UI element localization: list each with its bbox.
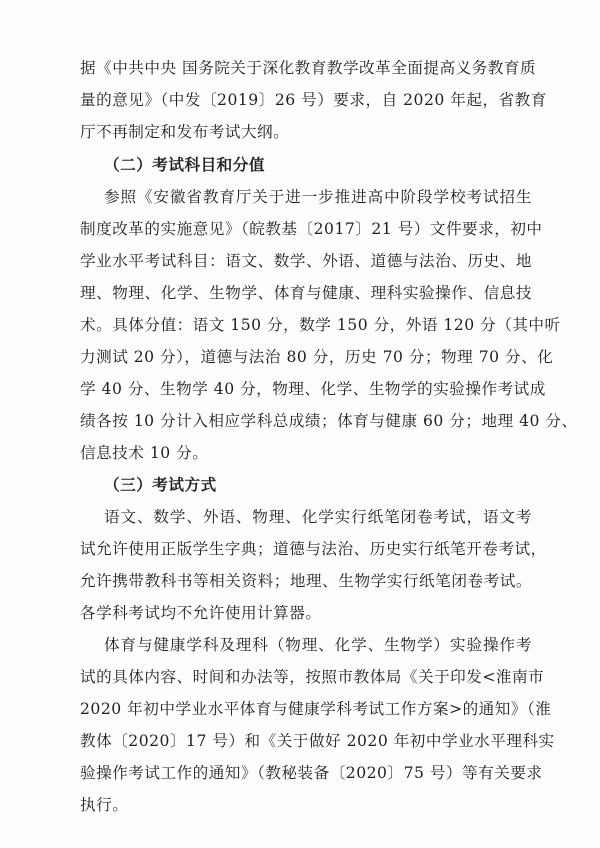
paragraph-2-line-2: 制度改革的实施意见》（皖教基〔2017〕21 号）文件要求，初中 bbox=[80, 220, 543, 238]
paragraph-2-line-5: 术。具体分值：语文 150 分，数学 150 分，外语 120 分（其中听 bbox=[80, 316, 561, 334]
paragraph-3-line-4: 各学科考试均不允许使用计算器。 bbox=[80, 604, 322, 622]
paragraph-1-line-1: 据《中共中央 国务院关于深化教育教学改革全面提高义务教育质 bbox=[80, 59, 537, 77]
paragraph-3-line-1: 语文、数学、外语、物理、化学实行纸笔闭卷考试，语文考 bbox=[104, 508, 532, 526]
paragraph-1-line-3: 厅不再制定和发布考试大纲。 bbox=[80, 123, 290, 141]
paragraph-4-line-3: 2020 年初中学业水平体育与健康学科考试工作方案>的通知》（淮 bbox=[80, 700, 552, 718]
paragraph-2-line-9: 信息技术 10 分。 bbox=[80, 444, 209, 462]
section-heading-2: （二）考试科目和分值 bbox=[104, 156, 265, 174]
paragraph-2-line-6: 力测试 20 分），道德与法治 80 分，历史 70 分；物理 70 分、化 bbox=[80, 348, 554, 366]
paragraph-4-line-2: 试的具体内容、时间和办法等，按照市教体局《关于印发<淮南市 bbox=[80, 668, 545, 686]
paragraph-2-line-1: 参照《安徽省教育厅关于进一步推进高中阶段学校考试招生 bbox=[104, 188, 532, 206]
paragraph-4-line-1: 体育与健康学科及理科（物理、化学、生物学）实验操作考 bbox=[104, 636, 532, 654]
paragraph-1-line-2: 量的意见》（中发〔2019〕26 号）要求，自 2020 年起，省教育 bbox=[80, 91, 547, 109]
paragraph-4-line-5: 验操作考试工作的通知》（教秘装备〔2020〕75 号）等有关要求 bbox=[80, 764, 543, 782]
paragraph-4-line-6: 执行。 bbox=[80, 796, 129, 814]
paragraph-2-line-7: 学 40 分、生物学 40 分，物理、化学、生物学的实验操作考试成 bbox=[80, 380, 546, 398]
paragraph-3-line-2: 试允许使用正版学生字典；道德与法治、历史实行纸笔开卷考试， bbox=[80, 540, 547, 558]
paragraph-3-line-3: 允许携带教科书等相关资料；地理、生物学实行纸笔闭卷考试。 bbox=[80, 572, 532, 590]
paragraph-2-line-3: 学业水平考试科目：语文、数学、外语、道德与法治、历史、地 bbox=[80, 252, 532, 270]
section-heading-3: （三）考试方式 bbox=[104, 476, 217, 494]
paragraph-2-line-4: 理、物理、化学、生物学、体育与健康、理科实验操作、信息技 bbox=[80, 284, 532, 302]
paragraph-4-line-4: 教体〔2020〕17 号）和《关于做好 2020 年初中学业水平理科实 bbox=[80, 732, 555, 750]
paragraph-2-line-8: 绩各按 10 分计入相应学科总成绩；体育与健康 60 分；地理 40 分、 bbox=[80, 412, 578, 430]
